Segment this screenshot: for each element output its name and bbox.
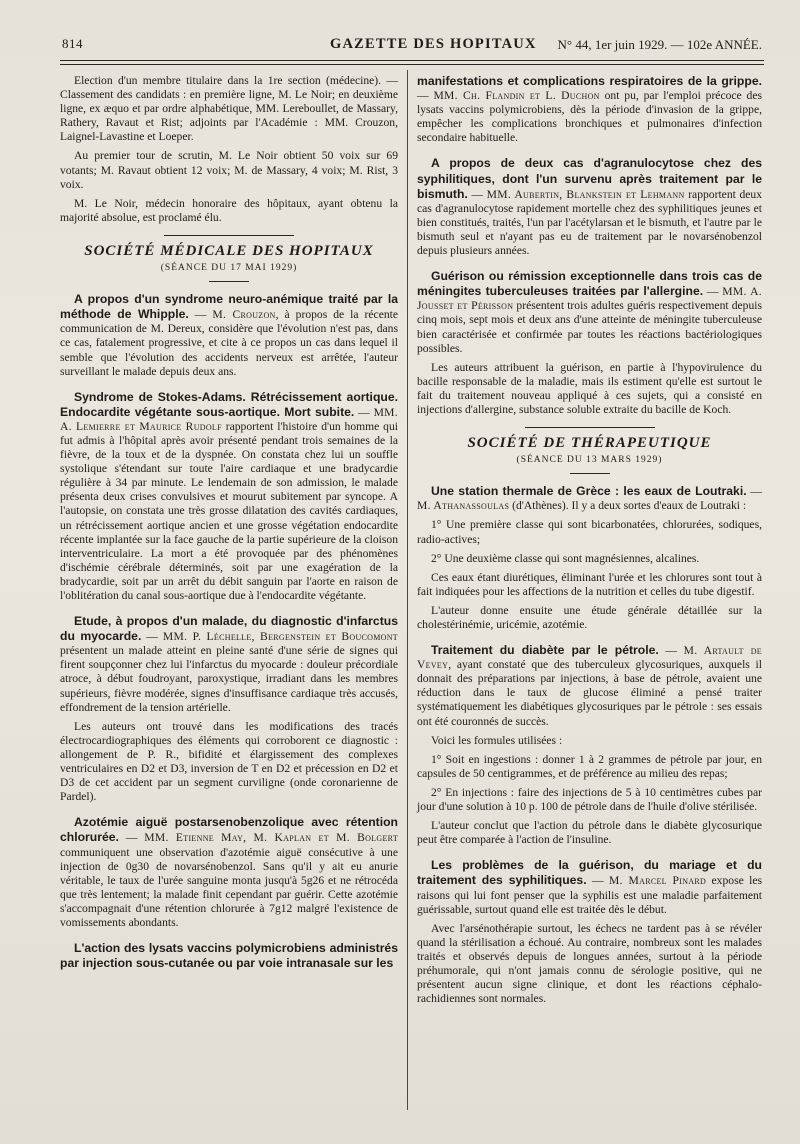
loutraki-item-1: 1° Une première classe qui sont bicarbonatées, chlorurées, sodiques, radio-actives; — [417, 518, 762, 546]
page-header — [62, 34, 762, 60]
article-title: manifestations et complications respiratoires de la grippe. — [417, 74, 762, 88]
article-authors: M. Artault de Vevey — [417, 644, 762, 672]
article-title: Une station thermale de Grèce : les eaux de Loutraki. — [431, 484, 747, 499]
article-infarctus-p2: Les auteurs ont trouvé dans les modifications des tracés électrocardiographiques des éléments qui corroborent ce diagnostic : allongement de P. R., bifidité et élargissement des complexes ventriculaires en D2 et D3, inversion de T en D2 et précession en D2 et D3 de cet accident par un segment curviligne (onde coronarienne de Pardel). — [60, 719, 398, 804]
article-title: Syndrome de Stokes-Adams. Rétrécissement aortique. Endocardite végétante sous-aortique. Mort subite. — [60, 389, 398, 419]
right-column — [417, 74, 762, 1011]
article-title: L'action des lysats vaccins polymicrobiens administrés par injection sous-cutanée ou par voie intranasale sur les — [60, 941, 398, 971]
election-paragraph — [60, 74, 398, 144]
column-divider — [407, 70, 408, 1110]
election-result-paragraph: M. Le Noir, médecin honoraire des hôpitaux, ayant obtenu la majorité absolue, est proclamé élu. — [60, 196, 398, 224]
article-body: présentent trois adultes guéris respectivement depuis cinq mois, sept mois et deux ans d'une atteinte de méningite tuberculeuse bien caractérisée et confirmée par toutes les réactions bactériologiques possibles. — [417, 299, 762, 355]
loutraki-item-2: 2° Une deuxième classe qui sont magnésiennes, alcalines. — [431, 551, 700, 565]
left-column — [60, 74, 398, 976]
article-title: A propos de deux cas d'agranulocytose chez des syphilitiques, dont l'un survenu après traitement par le bismuth. — [417, 156, 762, 201]
article-lysats-start — [60, 941, 398, 971]
article-loutraki: Une station thermale de Grèce : les eaux de Loutraki. — M. Athanassoulas (d'Athènes). Il y a deux sortes d'eaux de Loutraki : — [417, 484, 763, 513]
article-infarctus: Etude, à propos d'un malade, du diagnostic d'infarctus du myocarde. — MM. P. Léchelle, Bergenstein et Boucomont présentent un malade atteint en pleine santé d'une série de signes qui firent soupçonner chez lui l'infarctus du myocarde : douleur précordiale atroce, à début foudroyant, paroxystique, irradiant dans les membres supérieurs, fièvre modérée, signes d'insuffisance cardiaque très accusés, effondrement de la tension artérielle. — [60, 614, 398, 714]
article-authors: MM. P. Léchelle, Bergenstein et Boucomont — [162, 630, 398, 644]
article-authors: MM. Ch. Flandin et L. Duchon — [433, 89, 600, 103]
article-authors: M. Athanassoulas — [417, 499, 510, 513]
article-authors: MM. A. Jousset et Périsson — [417, 285, 762, 313]
article-body: ont pu, par l'emploi précoce des lysats vaccins polymicrobiens, dès la période d'invasion de la grippe, empêcher les complications bronchiques et pulmonaires d'infection secondaire habituelle. — [417, 89, 762, 145]
article-title: Les problèmes de la guérison, du mariage et du traitement des syphilitiques. — [417, 858, 762, 888]
article-body: rapportent deux cas d'agranulocytose rapidement mortelle chez des syphilitiques jeunes et bien constitués, traités, l'un par l'acétylarsan et le bismuth, et l'autre par le bismuth seul et n'ayant pas eu de traitement par le novarsénobenzol depuis plusieurs années. — [417, 187, 762, 258]
diabete-p2: Voici les formules utilisées : — [431, 733, 563, 747]
article-diabete: Traitement du diabète par le pétrole. — M. Artault de Vevey, ayant constaté que des tuberculeux glycosuriques, auxquels il donnait des préparations par injections, à base de pétrole, avaient une réduction dans le taux de glucose éliminé a pensé traiter systématiquement les diabétiques glycosuriques par le pétrole : ses essais ont été couronnés de succès. — [417, 643, 762, 728]
article-body: présentent un malade atteint en pleine santé d'une série de signes qui firent soupçonner chez lui l'infarctus du myocarde : douleur précordiale atroce, à début foudroyant, paroxystique, irradiant dans les membres supérieurs, fièvre modérée, signes d'insuffisance cardiaque très accusés, effondrement de la tension artérielle. — [60, 644, 398, 714]
section-sub-separator — [209, 281, 249, 282]
loutraki-p3: Ces eaux étant diurétiques, éliminant l'urée et les chlorures sont tout à fait indiquées pour les affections de la nutrition et celles du tube digestif. — [417, 570, 762, 598]
section-date-therapeutique: (SÉANCE DU 13 MARS 1929) — [516, 455, 663, 466]
page-number: 814 — [62, 36, 83, 51]
election-vote-paragraph: Au premier tour de scrutin, M. Le Noir obtient 50 voix sur 69 votants; M. Ravaut obtient 12 voix; M. de Massary, 4 voix; M. Rist, 3 voix. — [60, 149, 398, 191]
article-authors: MM. Etienne May, M. Kaplan et M. Bolgert — [144, 831, 398, 845]
article-body: expose les raisons qui lui font penser que la syphilis est une maladie parfaitement guérissable, surtout quand elle est traitée dès le début. — [417, 874, 763, 916]
article-authors: MM. Aubertin, Blankstein et Lehmann — [486, 187, 685, 201]
article-lysats-cont: manifestations et complications respiratoires de la grippe. — MM. Ch. Flandin et L. Duchon ont pu, par l'emploi précoce des lysats vaccins polymicrobiens, dès la période d'invasion de la grippe, empêcher les complications bronchiques et pulmonaires d'infection secondaire habituelle. — [417, 74, 762, 145]
article-title: Traitement du diabète par le pétrole. — [431, 643, 659, 658]
article-body: (d'Athènes). Il y a deux sortes d'eaux de Loutraki : — [509, 499, 747, 513]
article-title: Azotémie aiguë postarsenobenzolique avec rétention chlorurée. — [60, 815, 398, 845]
diabete-p3: 1° Soit en ingestions : donner 1 à 2 grammes de pétrole par jour, en capsules de 50 centigrammes, et de préférence au milieu des repas; — [417, 752, 762, 780]
article-meningites: Guérison ou rémission exceptionnelle dans trois cas de méningites tuberculeuses traitées par l'allergine. — MM. A. Jousset et Périsson présentent trois adultes guéris respectivement depuis cinq mois, sept mois et deux ans d'une atteinte de méningite tuberculeuse bien caractérisée et confirmée par toutes les réactions bactériologiques possibles. — [417, 269, 762, 355]
section-sub-separator — [570, 473, 610, 474]
diabete-p5: L'auteur conclut que l'action du pétrole dans le diabète glycosurique peut être comparée à l'action de l'insuline. — [417, 819, 762, 847]
article-body: rapportent l'histoire d'un homme qui fut admis à l'hôpital après avoir présenté pendant trois semaines de la fièvre, de la toux et de la dyspnée. On constata chez lui un souffle systolique s'étendant sur toute l'aire cardiaque et une bradycardie régulière à 34 par minute. Le lendemain de son admission, le malade présenta deux crises convulsives et mourut subitement par syncope. A l'autopsie, on constata une très grosse dilatation des cavités cardiaques, un rétrécissement aortique ancien et une grosse végétation endocardite récente implantée sur la face gauche de la partie supérieure de la cloison interventriculaire. La mort a été provoquée par des phénomènes d'ischémie cérébrale déterminés, soit par une exagération de la bradycardie, soit par un arrêt du débit sanguin par l'aorte en raison de l'oblitération du canal sous-aortique due à l'endocardite végétante. — [60, 419, 398, 602]
diabete-p4: 2° En injections : faire des injections de 5 à 10 centimètres cubes par jour d'une solution à 10 p. 100 de pétrole dans de l'huile d'olive stérilisée. — [417, 785, 762, 814]
election-text: Election d'un membre titulaire dans la 1re section (médecine). — Classement des candidats : en première ligne, M. Le Noir; en deuxième ligne, ex æquo et par ordre alphabétique, MM. Lereboullet, de Massary, Rathery, Ravaut et Rist; adjoints par l'Académie : MM. Crouzon, Laignel-Lavastine et Loeper. — [60, 74, 398, 144]
article-stokes-adams: Syndrome de Stokes-Adams. Rétrécissement aortique. Endocardite végétante sous-aortique. Mort subite. — MM. A. Lemierre et Maurice Rudolf rapportent l'histoire d'un homme qui fut admis à l'hôpital après avoir présenté pendant trois semaines de la fièvre, de la toux et de la dyspnée. On constata chez lui un souffle systolique s'étendant sur toute l'aire cardiaque et une bradycardie régulière à 34 par minute. Le lendemain de son admission, le malade présenta deux crises convulsives et mourut subitement par syncope. A l'autopsie, on constata une très grosse dilatation des cavités cardiaques, un rétrécissement aortique ancien et une grosse végétation endocardite récente implantée sur la face gauche de la partie supérieure de la cloison interventriculaire. La mort a été provoquée par des phénomènes d'ischémie cérébrale déterminés, soit par une exagération de la bradycardie, soit par un arrêt du débit sanguin par l'aorte en raison de l'oblitération du canal sous-aortique due à l'endocardite végétante. — [60, 389, 398, 602]
article-authors: MM. A. Lemierre et Maurice Rudolf — [60, 405, 398, 433]
section-separator — [164, 235, 294, 236]
article-title: Guérison ou rémission exceptionnelle dans trois cas de méningites tuberculeuses traitées par l'allergine. — [417, 269, 762, 299]
article-whipple: A propos d'un syndrome neuro-anémique traité par la méthode de Whipple. — M. Crouzon, à propos de la récente communication de M. Dereux, considère que l'évolution n'est pas, dans ce cas, fatalement progressive, et cite à ce propos un cas dans lequel il semble que l'évolution des accidents nerveux est arrêtée, l'auteur surveillant le malade depuis deux ans. — [60, 292, 399, 378]
article-title: Etude, à propos d'un malade, du diagnostic d'infarctus du myocarde. — [60, 614, 398, 644]
issue-info: N° 44, 1er juin 1929. — 102e ANNÉE. — [557, 37, 762, 52]
article-body: , ayant constaté que des tuberculeux glycosuriques, auxquels il donnait des préparations par injections, à base de pétrole, avaient une réduction dans le taux de glucose éliminé a pensé traiter systématiquement les diabétiques glycosuriques par le pétrole : ses essais ont été couronnés de succès. — [417, 658, 762, 728]
loutraki-p4: L'auteur donne ensuite une étude générale détaillée sur la cholestérinémie, uricémie, azotémie. — [417, 603, 762, 631]
article-authors: M. Crouzon — [212, 308, 276, 322]
article-body: , à propos de la récente communication de M. Dereux, considère que l'évolution n'est pas, dans ce cas, fatalement progressive, et cite à ce propos un cas dans lequel il semble que l'évolution des accidents nerveux est arrêtée, l'auteur surveillant le malade depuis deux ans. — [60, 308, 399, 378]
header-rule — [60, 60, 764, 61]
syphilis-p2: Avec l'arsénothérapie surtout, les échecs ne tardent pas à se révéler quand la stérilisation a échoué. Au contraire, nombreux sont les malades traités et observés depuis de longues années, surtout à la période préhumorale, qui n'ont jamais connu de sérologie positive, qui ne présentent aucun signe clinique, et dont les réactions céphalo-rachidiennes sont normales. — [417, 921, 762, 1006]
section-date-medicale: (SÉANCE DU 17 MAI 1929) — [160, 263, 298, 274]
section-separator — [525, 427, 655, 428]
header-rule-thin — [60, 64, 764, 65]
journal-title: GAZETTE DES HOPITAUX — [330, 36, 537, 52]
article-authors: M. Marcel Pinard — [609, 874, 707, 888]
article-agranulocytose: A propos de deux cas d'agranulocytose chez des syphilitiques, dont l'un survenu après traitement par le bismuth. — MM. Aubertin, Blankstein et Lehmann rapportent deux cas d'agranulocytose rapidement mortelle chez des syphilitiques jeunes et bien constitués, traités, l'un par l'acétylarsan et le bismuth, et l'autre par le bismuth seul et n'ayant pas eu de traitement par le novarsénobenzol depuis plusieurs années. — [417, 156, 762, 258]
section-title-therapeutique: SOCIÉTÉ DE THÉRAPEUTIQUE — [467, 435, 712, 452]
section-title-medicale: SOCIÉTÉ MÉDICALE DES HOPITAUX — [84, 242, 374, 259]
article-body: communiquent une observation d'azotémie aiguë consécutive à une injection de 0g30 de novarsénobenzol. Sans qu'il y ait eu anurie véritable, le taux de l'urée sanguine monta jusqu'à 5g26 et ne rétrocéda que très lentement; la malade finit cependant par guérir. Cette azotémie s'accompagnait d'une rétention chlorurée à 7g12 malgré l'existence de vomissements abondants. — [60, 845, 398, 929]
article-azotemie: Azotémie aiguë postarsenobenzolique avec rétention chlorurée. — MM. Etienne May, M. Kaplan et M. Bolgert communiquent une observation d'azotémie aiguë consécutive à une injection de 0g30 de novarsénobenzol. Sans qu'il y ait eu anurie véritable, le taux de l'urée sanguine monta jusqu'à 5g26 et ne rétrocéda que très lentement; la malade finit cependant par guérir. Cette azotémie s'accompagnait d'une rétention chlorurée à 7g12 malgré l'existence de vomissements abondants. — [60, 815, 398, 929]
article-title: A propos d'un syndrome neuro-anémique traité par la méthode de Whipple. — [60, 292, 398, 322]
article-syphilis: Les problèmes de la guérison, du mariage et du traitement des syphilitiques. — M. Marcel Pinard expose les raisons qui lui font penser que la syphilis est une maladie parfaitement guérissable, surtout quand elle est traitée dès le début. — [417, 858, 763, 916]
article-meningites-p2: Les auteurs attribuent la guérison, en partie à l'hypovirulence du bacille responsable de la maladie, mais ils estiment qu'elle est surtout le fait du traitement nouveau appliqué à ces sujets, qui a consisté en injections d'allergine, substance soluble extraite du bacille de Koch. — [417, 360, 762, 416]
